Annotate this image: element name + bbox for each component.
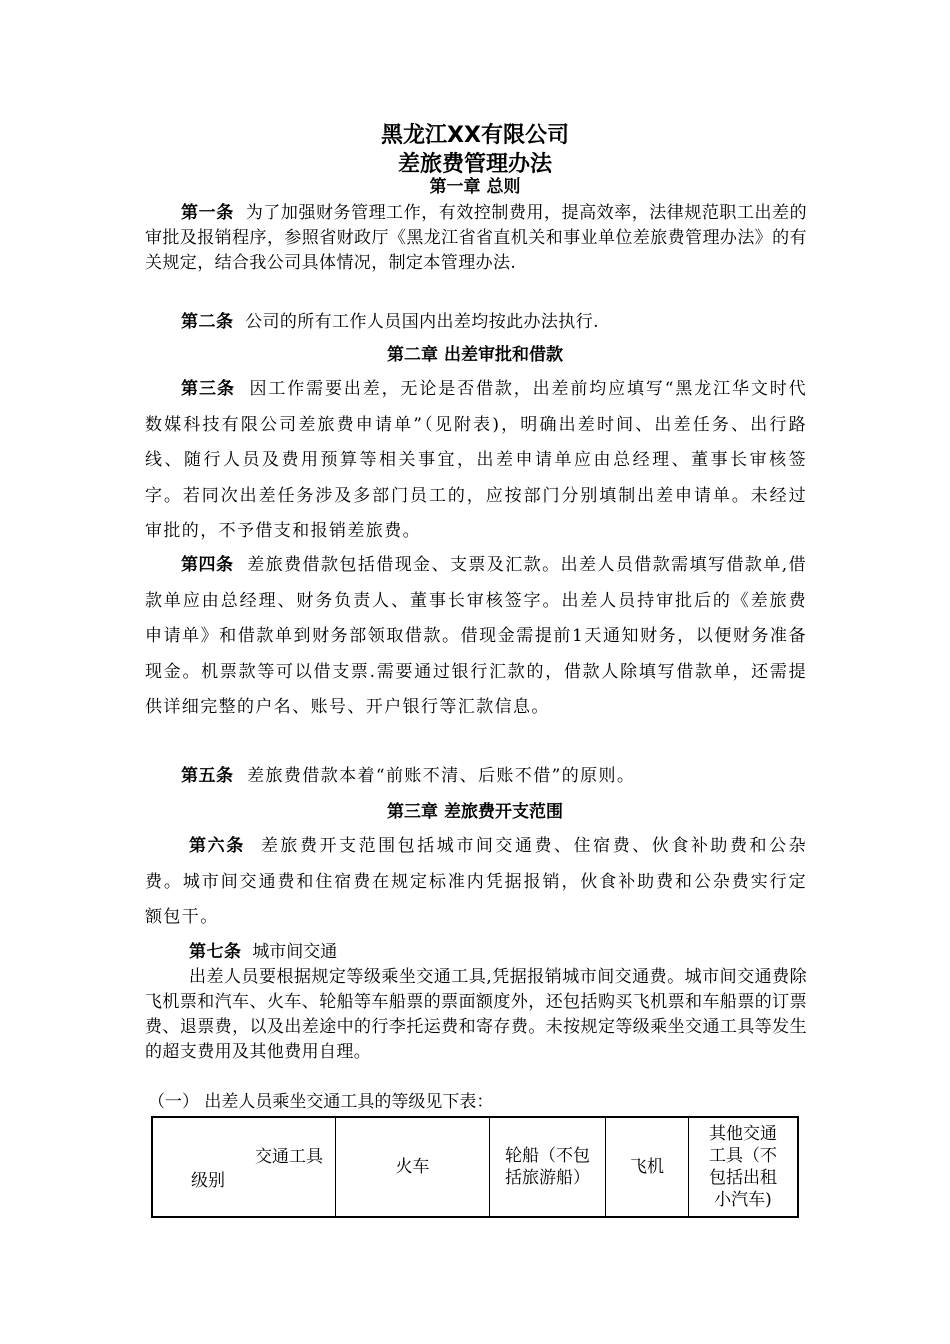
article-1 <box>145 201 807 276</box>
company-title: 黑龙江XX有限公司 <box>381 123 569 148</box>
article-2-label: 第二条 <box>181 312 234 332</box>
chapter-3-heading: 第三章 差旅费开支范围 <box>387 802 563 822</box>
header-other-transport: 其他交通工具（不包括出租小汽车) <box>689 1117 799 1217</box>
transport-grade-table <box>151 1116 799 1218</box>
header-train: 火车 <box>336 1117 490 1217</box>
article-4-label: 第四条 <box>181 555 234 575</box>
table-caption: （一） 出差人员乘坐交通工具的等级见下表： <box>148 1092 494 1112</box>
article-6-label: 第六条 <box>189 836 245 856</box>
document-title: 差旅费管理办法 <box>397 152 552 177</box>
article-7-heading <box>189 940 337 965</box>
article-6 <box>145 829 807 936</box>
article-7-title: 城市间交通 <box>252 942 338 962</box>
article-2 <box>145 310 807 335</box>
table-header-row <box>152 1117 798 1217</box>
article-5-text: 差旅费借款本着“前账不清、后账不借”的原则。 <box>247 766 636 786</box>
article-7-label: 第七条 <box>189 942 242 962</box>
header-ship: 轮船（不包括旅游船） <box>490 1117 606 1217</box>
article-5-label: 第五条 <box>181 766 234 786</box>
article-7-body: 出差人员要根据规定等级乘坐交通工具,凭据报销城市间交通费。城市间交通费除飞机票和汽车、火车、轮船等车船票的票面额度外，还包括购买飞机票和车船票的订票费、退票费，以及出差途中的行李托运费和寄存费。未按规定等级乘坐交通工具等发生的超支费用及其他费用自理。 <box>145 967 807 1062</box>
article-4-text: 差旅费借款包括借现金、支票及汇款。出差人员借款需填写借款单,借款单应由总经理、财务负责人、董事长审核签字。出差人员持审批后的《差旅费申请单》和借款单到财务部领取借款。借现金需提前1天通知财务，以便财务准备现金。机票款等可以借支票.需要通过银行汇款的，借款人除填写借款单，还需提供详细完整的户名、账号、开户银行等汇款信息。 <box>145 555 807 717</box>
article-1-label: 第一条 <box>181 203 234 223</box>
article-5 <box>145 759 807 795</box>
header-grade-vehicle-cell <box>152 1117 336 1217</box>
article-3-text: 因工作需要出差，无论是否借款，出差前均应填写“黑龙江华文时代数媒科技有限公司差旅费申请单”（见附表)，明确出差时间、出差任务、出行路线、随行人员及费用预算等相关事宜，出差申请单应由总经理、董事长审核签字。若同次出差任务涉及多部门员工的，应按部门分别填制出差申请单。未经过审批的，不予借支和报销差旅费。 <box>145 379 807 541</box>
chapter-1-heading: 第一章 总则 <box>429 177 521 197</box>
header-vehicle-label: 交通工具 <box>255 1147 323 1167</box>
chapter-2-heading: 第二章 出差审批和借款 <box>387 345 563 365</box>
header-plane: 飞机 <box>606 1117 689 1217</box>
article-6-text: 差旅费开支范围包括城市间交通费、住宿费、伙食补助费和公杂费。城市间交通费和住宿费在规定标准内凭据报销，伙食补助费和公杂费实行定额包干。 <box>145 836 808 927</box>
article-2-text: 公司的所有工作人员国内出差均按此办法执行. <box>245 312 599 332</box>
article-4 <box>145 548 807 726</box>
article-1-text: 为了加强财务管理工作，有效控制费用，提高效率，法律规范职工出差的审批及报销程序，参照省财政厅《黑龙江省省直机关和事业单位差旅费管理办法》的有关规定，结合我公司具体情况，制定本管理办法. <box>145 203 807 273</box>
article-3 <box>145 372 807 550</box>
header-grade-label: 级别 <box>191 1171 225 1191</box>
article-3-label: 第三条 <box>181 379 235 399</box>
